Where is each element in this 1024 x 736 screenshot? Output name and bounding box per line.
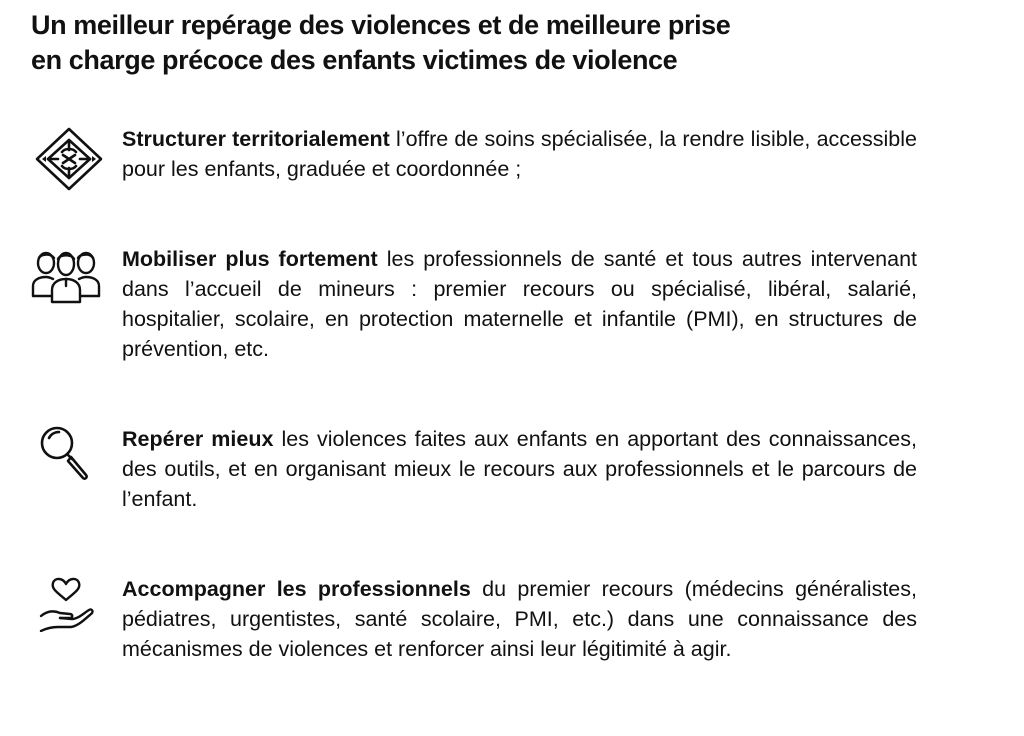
list-item-text: [122, 574, 917, 664]
magnifying-glass-icon: [38, 424, 94, 482]
page-title-line-2: en charge précoce des enfants victimes de violence: [31, 45, 678, 75]
page-title: [31, 8, 791, 78]
list-item-bold-text: Structurer territorialement: [122, 127, 390, 151]
page-title-line-1: Un meilleur repérage des violences et de meilleure prise: [31, 10, 731, 40]
heart-in-hand-icon: [38, 576, 96, 632]
coordination-diamond-icon: [34, 126, 104, 192]
list-item-text: [122, 124, 917, 184]
list-item-bold-text: Mobiliser plus fortement: [122, 247, 378, 271]
list-item-text: [122, 244, 917, 364]
group-of-people-icon: [30, 246, 102, 306]
list-item-body-text: l’offre de soins spécialisée, la rendre lisible, accessible pour les enfants, graduée et coordonnée ;: [122, 127, 917, 181]
list-item-body-text: du premier recours (médecins généralistes, pédiatres, urgentistes, santé scolaire, PMI, etc.) dans une connaissance des mécanismes de violences et renforcer ainsi leur légitimité à agir.: [122, 577, 917, 661]
list-item-body-text: les professionnels de santé et tous autres intervenant dans l’accueil de mineurs : premier recours ou spécialisé, libéral, salarié, hospitalier, scolaire, en protection maternelle et infantile (PMI), en structures de prévention, etc.: [122, 247, 917, 361]
list-item-text: [122, 424, 917, 514]
list-item-bold-text: Repérer mieux: [122, 427, 274, 451]
list-item-bold-text: Accompagner les professionnels: [122, 577, 471, 601]
list-item-body-text: les violences faites aux enfants en apportant des connaissances, des outils, et en organisant mieux le recours aux professionnels et le parcours de l’enfant.: [122, 427, 917, 511]
